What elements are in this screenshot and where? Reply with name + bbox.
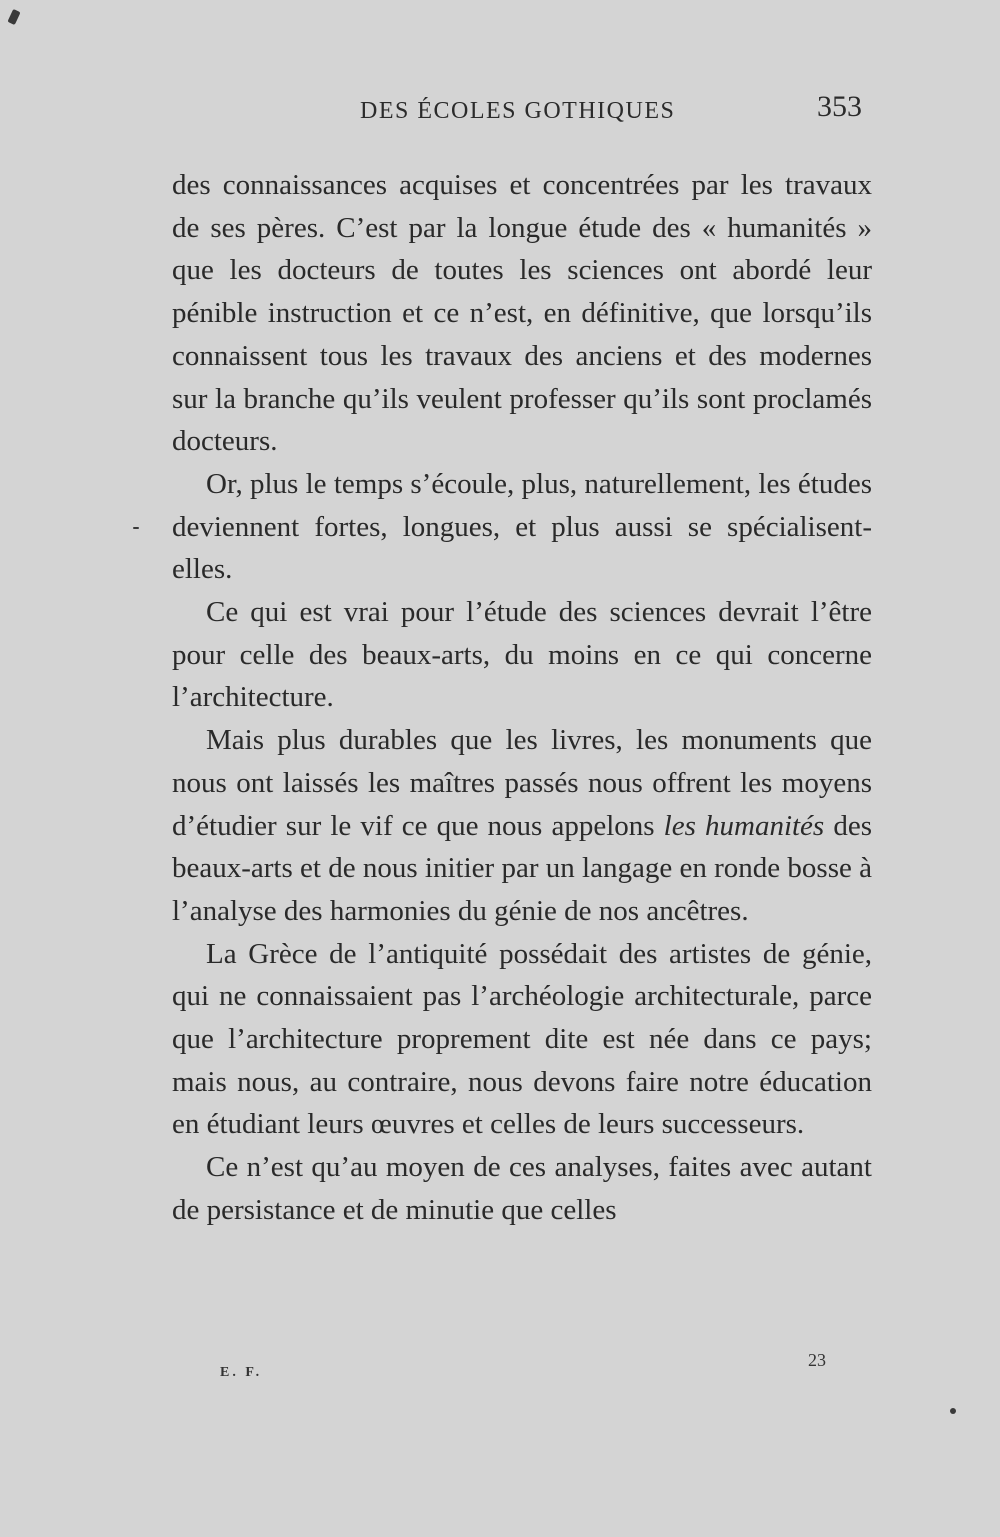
paragraph-2-text: Or, plus le temps s’écoule, plus, naturellement, les études deviennent fortes, longues, et plus aussi se spécialisent-elles. (172, 467, 872, 586)
running-title: DES ÉCOLES GOTHIQUES (360, 98, 676, 124)
sheet-number: 23 (808, 1350, 826, 1370)
paragraph-3-text: Ce qui est vrai pour l’étude des sciences devrait l’être pour celle des beaux-arts, du moins en ce qui concerne l’architecture. (172, 596, 872, 714)
paragraph-4-text-b: des beaux-arts et de nous initier par un langage en ronde bosse à l’analyse des harmonies du génie de nos ancêtres. (172, 809, 872, 927)
paragraph-6 (172, 1146, 872, 1231)
page-number: 353 (817, 90, 862, 123)
paragraph-4-text-a: Mais plus durables que les livres, les monuments que nous ont laissés les maîtres passés nous offrent les moyens d’étudier sur le vif ce que nous appelons (172, 724, 872, 842)
paragraph-5-text: La Grèce de l’antiquité possédait des artistes de génie, qui ne connaissaient pas l’archéologie architecturale, parce que l’architecture proprement dite est née dans ce pays; mais nous, au contraire, nous devons faire notre éducation en étudiant leurs œuvres et celles de leurs successeurs. (172, 937, 872, 1141)
paragraph-2 (172, 463, 872, 591)
paragraph-1 (172, 164, 872, 463)
ink-speck-right (950, 1408, 956, 1414)
signature-mark: E. F. (220, 1365, 263, 1380)
paragraph-6-text: Ce n’est qu’au moyen de ces analyses, faites avec autant de persistance et de minutie que celles (172, 1151, 872, 1226)
paragraph-4-italic: les humanités (663, 809, 825, 842)
paragraph-1-text: des connaissances acquises et concentrées par les travaux de ses pères. C’est par la longue étude des « humanités » que les docteurs de toutes les sciences ont abordé leur pénible instruction et ce n’est, en définitive, que lorsqu’ils connaissent tous les travaux des anciens et des modernes sur la branche qu’ils veulent professer qu’ils sont proclamés docteurs. (172, 169, 872, 458)
ink-speck-top-left (7, 9, 20, 25)
paragraph-5 (172, 933, 872, 1147)
paragraph-3 (172, 591, 872, 719)
ink-speck-margin (133, 527, 139, 529)
paragraph-4 (172, 719, 872, 933)
body-text (172, 164, 872, 1232)
